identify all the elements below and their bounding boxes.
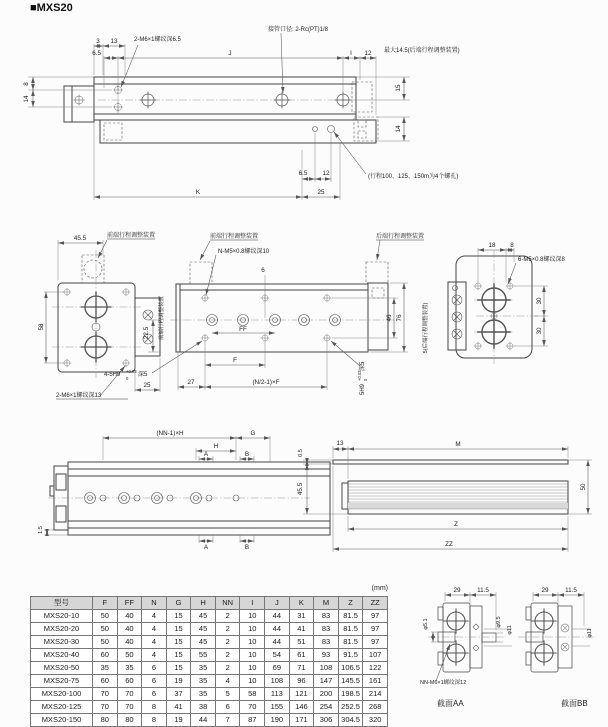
dim-cell: 70 [117,688,142,701]
dim-cell: 45 [191,623,216,636]
dim-cell: 81.5 [338,636,363,649]
dim-cell: 2 [215,636,240,649]
dim-76: 76 [396,314,403,322]
dim-cell: 8 [142,701,167,714]
bottom-right-labels [297,440,587,548]
dim-cell: 122 [363,662,388,675]
front-adjuster-label: 前端行程调整装置 [210,234,259,240]
dim-F: F [233,357,237,364]
table-row [31,649,388,662]
dim-11-5: 11.5 [565,587,577,594]
dim-30-lower: 30 [536,327,543,335]
dowel-tol-upper: +0.03 [126,369,137,374]
left-end-view [38,231,202,399]
dim-cell: 40 [117,623,142,636]
column-header: H [191,597,216,610]
dim-46: 46 [386,314,393,322]
dim-cell: 171 [289,714,314,727]
dim-cell: 15 [166,649,191,662]
dim-ZZ: ZZ [445,541,453,548]
table-body [31,610,388,727]
bottom-left-labels [38,430,256,551]
dim-cell: 35 [93,662,118,675]
dim-45-5: 45.5 [73,235,87,242]
dim-cell: 40 [117,636,142,649]
dim-22-5: 22.5 [143,326,150,340]
dim-25: 25 [317,189,325,196]
dim-cell: 19 [166,675,191,688]
dim-cell: 2 [215,649,240,662]
model-cell: MXS20-100 [31,688,93,701]
bottom-left-dimension-lines [47,438,270,541]
dim-cell: 306 [314,714,339,727]
dim-cell: 96 [289,675,314,688]
dim-cell: 147 [314,675,339,688]
dim-cell: 106.5 [338,662,363,675]
dim-cell: 38 [191,701,216,714]
table-row [31,714,388,727]
thread-callout: N-M5×0.8螺纹深10 [218,249,270,255]
dim-FF: FF [239,326,247,333]
dim-cell: 54 [265,649,290,662]
dim-cell: 7 [215,714,240,727]
dim-cell: 15 [166,623,191,636]
dim-11-5: 11.5 [477,587,489,594]
dim-cell: 6 [142,675,167,688]
bottom-left-extension-lines [44,436,270,543]
column-header: FF [117,597,142,610]
dim-cell: 70 [93,701,118,714]
dim-cell: 44 [265,623,290,636]
dia-11: φ11 [507,625,513,635]
column-header: J [265,597,290,610]
center-view-holes [201,294,341,342]
model-cell: MXS20-40 [31,649,93,662]
dim-cell: 10 [240,662,265,675]
dim-cell: 15 [166,662,191,675]
center-view-outline [176,283,388,352]
dia-5-1: φ5.1 [423,618,429,630]
left-view-centerlines [52,250,142,378]
dim-cell: 97 [363,636,388,649]
bottom-plan-view [38,430,330,551]
dowel-tol-lower: 0 [126,376,129,381]
dim-cell: 161 [363,675,388,688]
dim-cell: 61 [289,649,314,662]
dim-cell: 146 [289,701,314,714]
column-header: ZZ [363,597,388,610]
dim-cell: 70 [240,701,265,714]
section-aa-outline [438,603,496,672]
dim-cell: 8 [142,714,167,727]
dim-cell: 5 [215,688,240,701]
column-header: 型号 [31,597,93,610]
dim-6-5-bottom: 6.5 [298,170,308,177]
thread-callout: 6-M5×0.8螺纹深8 [518,257,565,263]
dim-cell: 320 [363,714,388,727]
thread-callout: 2-M6×1螺纹深6.5 [134,37,181,43]
column-header: I [240,597,265,610]
dim-cell: 44 [191,714,216,727]
rear-side-note: 5(后端行程调整装置) [423,302,429,354]
dim-cell: 93 [314,649,339,662]
dim-Z: Z [454,521,458,528]
section-bb-caption: 截面BB [561,699,588,708]
dim-B-top: B [244,451,250,458]
model-cell: MXS20-30 [31,636,93,649]
dim-cell: 55 [191,649,216,662]
front-adjuster-side-label: 前端行程调整装置 [159,295,165,341]
dim-cell: 214 [363,688,388,701]
dim-cell: 60 [93,649,118,662]
dim-cell: 83 [314,623,339,636]
pitch-formula: (N/2-1)×F [252,379,280,386]
column-header: Z [338,597,363,610]
dim-cell: 121 [289,688,314,701]
dim-29: 29 [541,587,549,594]
dim-27: 27 [187,379,195,386]
center-view-labels [143,232,429,395]
table-row [31,636,388,649]
dim-25: 25 [143,382,151,389]
table-row [31,701,388,714]
dim-cell: 40 [117,610,142,623]
dim-cell: 145.5 [338,675,363,688]
section-bb-view [518,587,596,708]
dim-B-bottom: B [244,544,250,551]
front-adjuster-label: 前端行程调整装置 [107,233,156,239]
dim-cell: 10 [240,636,265,649]
dim-cell: 4 [215,675,240,688]
dim-8: 8 [23,82,30,86]
dim-cell: 50 [117,649,142,662]
dim-14-left: 14 [23,95,30,103]
slot-spec-prefix: 5H9 [360,383,366,395]
dim-cell: 4 [142,636,167,649]
dim-cell: 45 [191,636,216,649]
model-cell: MXS20-50 [31,662,93,675]
stroke-holes-note: (行程100、125、150m为4个螺孔) [368,174,459,180]
column-header: NN [215,597,240,610]
top-view-dimension-lines [33,33,404,197]
dim-cell: 97 [363,623,388,636]
dim-cell: 45 [191,610,216,623]
top-view-holes [73,85,351,132]
dim-A-bottom: A [203,544,209,551]
dim-45-5: 45.5 [297,482,304,496]
column-header: F [93,597,118,610]
section-bb-extension-lines [533,592,590,646]
dim-cell: 155 [265,701,290,714]
dim-cell: 268 [363,701,388,714]
dowel-spec-prefix: 4-5H9 [104,372,121,378]
max-stroke-note: 最大14.5(后端行程调整装置) [384,48,460,54]
dim-6: 6 [261,267,265,274]
thread-callout: 2-M6×1螺纹深13 [56,393,102,399]
dim-cell: 50 [93,623,118,636]
table-row [31,610,388,623]
dim-G: G [250,430,256,437]
top-plan-view [23,25,460,200]
dim-cell: 37 [166,688,191,701]
dim-cell: 15 [166,610,191,623]
dim-cell: 108 [314,662,339,675]
model-cell: MXS20-10 [31,610,93,623]
dim-12: 12 [364,50,372,57]
dim-I: I [350,50,352,57]
dim-A-top: A [203,451,209,458]
dim-cell: 71 [289,662,314,675]
dia-11: φ11 [587,628,593,638]
column-header: K [289,597,314,610]
dim-cell: 15 [166,636,191,649]
dim-1-5: 1.5 [38,526,44,534]
dim-cell: 4 [142,610,167,623]
dim-K: K [195,189,201,196]
model-cell: MXS20-150 [31,714,93,727]
dim-cell: 60 [93,675,118,688]
dim-30-upper: 30 [536,297,543,305]
dim-cell: 4 [142,623,167,636]
dim-cell: 6 [142,662,167,675]
table-row [31,623,388,636]
right-end-view [448,242,566,364]
page-title: ■MXS20 [30,2,73,14]
unit-note: (mm) [371,585,388,592]
column-header: G [166,597,191,610]
dim-H: H [213,443,219,450]
bottom-left-outline [50,462,330,535]
dim-J: J [228,50,232,57]
center-view-extension-lines [148,275,408,390]
dim-cell: 252.5 [338,701,363,714]
section-aa-dimension-lines [433,595,496,681]
dim-cell: 304.5 [338,714,363,727]
dim-cell: 81.5 [338,623,363,636]
port-callout: 接管口径: 2-Rc(PT)1/8 [268,27,329,33]
dim-cell: 254 [314,701,339,714]
top-view-hidden-lines [104,82,378,141]
dim-cell: 31 [289,610,314,623]
thread-callout: NN-M6×1螺纹深12 [420,680,467,686]
dim-cell: 6 [215,701,240,714]
table-row [31,675,388,688]
section-bb-labels [541,587,593,708]
slot-spec-rotated [357,361,368,395]
dim-cell: 83 [314,610,339,623]
section-aa-labels [420,587,513,708]
table-header-row [31,597,388,610]
top-view-outline [64,77,376,143]
dim-cell: 10 [240,623,265,636]
dim-cell: 70 [117,701,142,714]
top-view-labels [23,25,460,196]
dim-cell: 44 [265,636,290,649]
dim-cell: 69 [265,662,290,675]
dim-cell: 87 [240,714,265,727]
dim-8: 8 [510,242,514,249]
dia-9-5: φ9.5 [496,616,502,628]
dim-12-bottom: 12 [322,170,330,177]
dim-cell: 113 [265,688,290,701]
model-cell: MXS20-75 [31,675,93,688]
table-row [31,688,388,701]
dim-cell: 35 [191,688,216,701]
dim-cell: 70 [93,688,118,701]
dim-cell: 35 [117,662,142,675]
dim-18: 18 [488,242,496,249]
spec-table [30,596,388,727]
section-aa-caption: 截面AA [437,699,464,708]
dim-cell: 200 [314,688,339,701]
dim-cell: 60 [117,675,142,688]
dim-cell: 50 [93,610,118,623]
dim-cell: 97 [363,610,388,623]
dim-cell: 108 [265,675,290,688]
dim-cell: 81.5 [338,610,363,623]
dim-50: 50 [580,483,587,491]
dim-cell: 6 [142,688,167,701]
dim-3: 3 [96,38,100,45]
section-aa-view [420,587,513,708]
dim-cell: 10 [240,649,265,662]
dim-cell: 80 [93,714,118,727]
dim-cell: 58 [240,688,265,701]
model-cell: MXS20-20 [31,623,93,636]
dim-cell: 4 [142,649,167,662]
dim-cell: 51 [289,636,314,649]
center-view-adjusters-hidden [190,262,388,298]
dim-cell: 198.5 [338,688,363,701]
dim-cell: 2 [215,623,240,636]
slot-spec-suffix: 深5 [360,361,366,371]
dim-cell: 10 [240,610,265,623]
dim-cell: 190 [265,714,290,727]
dim-cell: 41 [289,623,314,636]
dim-14-right: 14 [395,125,402,133]
dim-cell: 44 [265,610,290,623]
dim-cell: 2 [215,662,240,675]
dim-cell: 50 [93,636,118,649]
table-row [31,662,388,675]
column-header: N [142,597,167,610]
dim-cell: 10 [240,675,265,688]
model-cell: MXS20-125 [31,701,93,714]
center-side-view [143,232,429,395]
side-elevation-view [297,440,592,552]
dim-15: 15 [395,84,402,92]
column-header: M [314,597,339,610]
rear-adjuster-label: 后端行程调整装置 [376,234,425,240]
dowel-spec-suffix: 深5 [138,372,148,378]
dim-cell: 19 [166,714,191,727]
left-view-holes [63,288,153,367]
top-view-centerlines [98,82,352,115]
rail-band [348,503,568,509]
dim-cell: 91.5 [338,649,363,662]
dim-29: 29 [453,587,461,594]
dim-cell: 83 [314,636,339,649]
dim-cell: 35 [191,662,216,675]
left-view-dimension-lines [46,240,202,396]
dim-cell: 35 [191,675,216,688]
left-view-adjuster-hidden [82,255,104,283]
slot-tol-upper: +0.03 [357,370,362,381]
dim-13: 13 [336,440,344,447]
dim-0-5: 0.5 [298,449,304,457]
slot-tol-lower: 0 [363,378,368,381]
dim-6-5: 6.5 [92,50,101,57]
dim-M: M [455,441,461,448]
dim-cell: 107 [363,649,388,662]
dim-cell: 41 [166,701,191,714]
dim-13: 13 [110,38,118,45]
pitch-formula: (NN-1)×H [156,430,184,437]
dim-cell: 80 [117,714,142,727]
dim-58: 58 [38,323,45,331]
dim-cell: 2 [215,610,240,623]
